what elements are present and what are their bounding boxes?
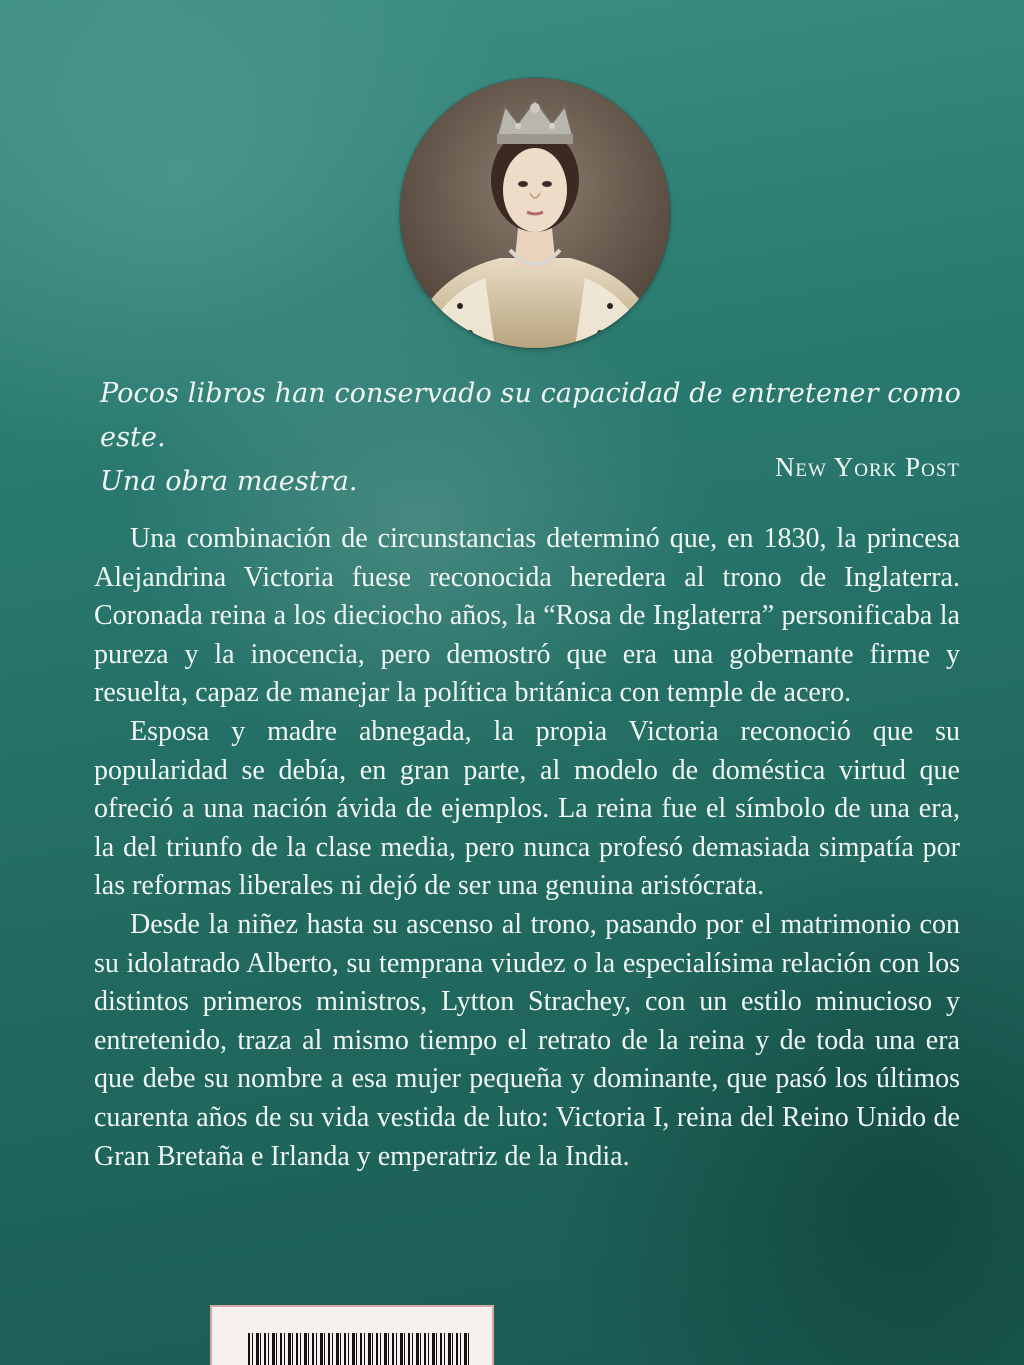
synopsis-paragraph: Desde la niñez hasta su ascenso al trono, pasando por el matrimonio con su idolatrado Alberto, su temprana viudez o la especialísima relación con los distintos primeros ministros, Lytton Strachey, con un estilo minucioso y entretenido, traza al mismo tiempo el retrato de la reina y de toda una era que debe su nombre a esa mujer pequeña y dominante, que pasó los últimos cuarenta años de su vida vestida de luto: Victoria I, reina del Reino Unido de Gran Bretaña e Irlanda y emperatriz de la India. [94,908,960,1172]
book-synopsis [94,520,960,1176]
review-quote-line-2: Una obra maestra. [100,466,358,497]
crowned-queen-portrait-icon [400,78,670,348]
review-quote-line-1: Pocos libros han conservado su capacidad de entretener como este. [100,378,961,453]
queen-portrait [400,78,670,348]
review-quote [100,372,980,504]
synopsis-paragraph: Esposa y madre abnegada, la propia Victoria reconoció que su popularidad se debía, en gran parte, al modelo de doméstica virtud que ofreció a una nación ávida de ejemplos. La reina fue el símbolo de una era, la del triunfo de la clase media, pero nunca profesó demasiada simpatía por las reformas liberales ni dejó de ser una genuina aristócrata. [94,715,960,902]
barcode-icon [248,1333,472,1365]
synopsis-paragraph: Una combinación de circunstancias determinó que, en 1830, la princesa Alejandrina Victoria fuese reconocida heredera al trono de Inglaterra. Coronada reina a los dieciocho años, la “Rosa de Inglaterra” personificaba la pureza y la inocencia, pero demostró que era una gobernante firme y resuelta, capaz de manejar la política británica con temple de acero. [94,523,960,709]
review-quote-source: New York Post [774,452,960,482]
barcode-label [210,1305,494,1365]
